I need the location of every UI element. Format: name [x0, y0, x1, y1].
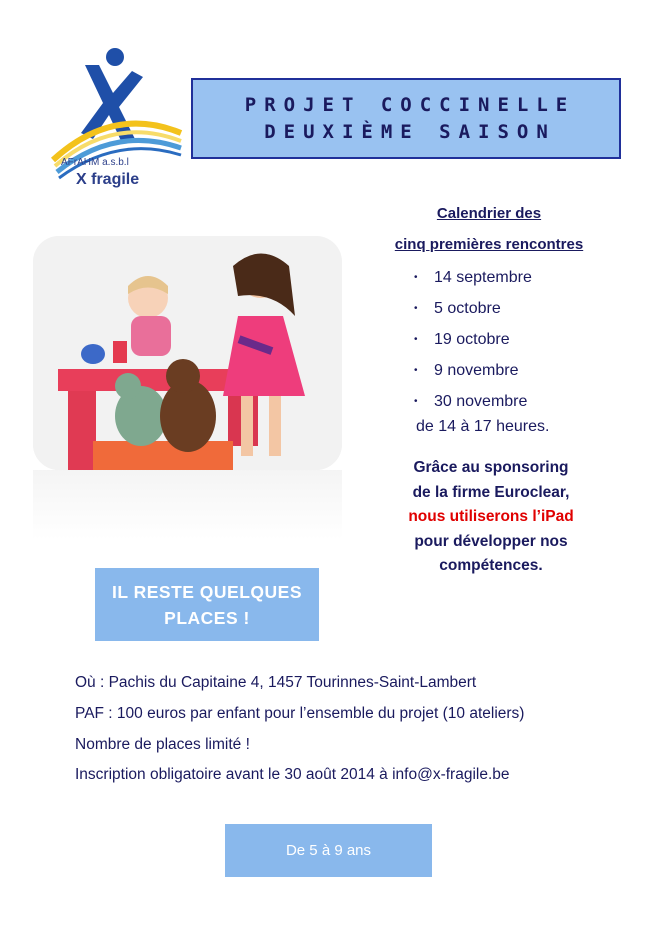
- title-box: [191, 78, 621, 159]
- logo-org-text: AFrAHM a.s.b.l: [61, 157, 129, 168]
- date-text: 5 octobre: [434, 299, 501, 317]
- date-text: 9 novembre: [434, 361, 519, 379]
- bullet-icon: •: [414, 395, 418, 407]
- logo-name-text: X fragile: [76, 171, 140, 188]
- children-playing-photo: [33, 236, 342, 470]
- list-item: [410, 293, 532, 324]
- info-paf: PAF : 100 euros par enfant pour l’ensemble du projet (10 ateliers): [75, 705, 525, 722]
- date-text: 19 octobre: [434, 330, 510, 348]
- bullet-icon: •: [414, 333, 418, 345]
- list-item: [410, 386, 532, 417]
- info-registration: Inscription obligatoire avant le 30 août 2014 à info@x-fragile.be: [75, 766, 510, 783]
- photo-reflection: [33, 470, 342, 540]
- date-text: 14 septembre: [434, 268, 532, 286]
- sponsor-line-1: Grâce au sponsoring: [413, 459, 569, 476]
- sponsor-text: [378, 456, 604, 579]
- sponsor-line-5: compétences.: [439, 557, 543, 574]
- title-line-2: DEUXIÈME SAISON: [264, 120, 556, 143]
- info-location: Où : Pachis du Capitaine 4, 1457 Tourinnes-Saint-Lambert: [75, 674, 477, 691]
- title-line-1: PROJET COCCINELLE: [244, 93, 576, 116]
- places-notice-line-2: PLACES !: [164, 607, 250, 628]
- bullet-icon: •: [414, 364, 418, 376]
- places-notice-box: [95, 568, 319, 641]
- list-item: [410, 324, 532, 355]
- list-item: [410, 262, 532, 293]
- photo-illustration: [33, 236, 342, 470]
- sponsor-line-2: de la firme Euroclear,: [412, 483, 570, 501]
- bullet-icon: •: [414, 271, 418, 283]
- calendar-heading-1: Calendrier des: [436, 205, 542, 222]
- info-limited: Nombre de places limité !: [75, 736, 250, 753]
- calendar-heading-2: cinq premières rencontres: [394, 236, 584, 253]
- age-range-box: De 5 à 9 ans: [225, 824, 432, 877]
- date-text: 30 novembre: [434, 392, 528, 410]
- list-item: [410, 355, 532, 386]
- calendar-hours: de 14 à 17 heures.: [416, 418, 550, 435]
- sponsor-line-4: pour développer nos: [414, 532, 568, 550]
- bullet-icon: •: [414, 302, 418, 314]
- places-notice-line-1: IL RESTE QUELQUES: [111, 581, 302, 602]
- calendar-date-list: [410, 262, 532, 417]
- sponsor-highlight: nous utiliserons l’iPad: [408, 508, 574, 525]
